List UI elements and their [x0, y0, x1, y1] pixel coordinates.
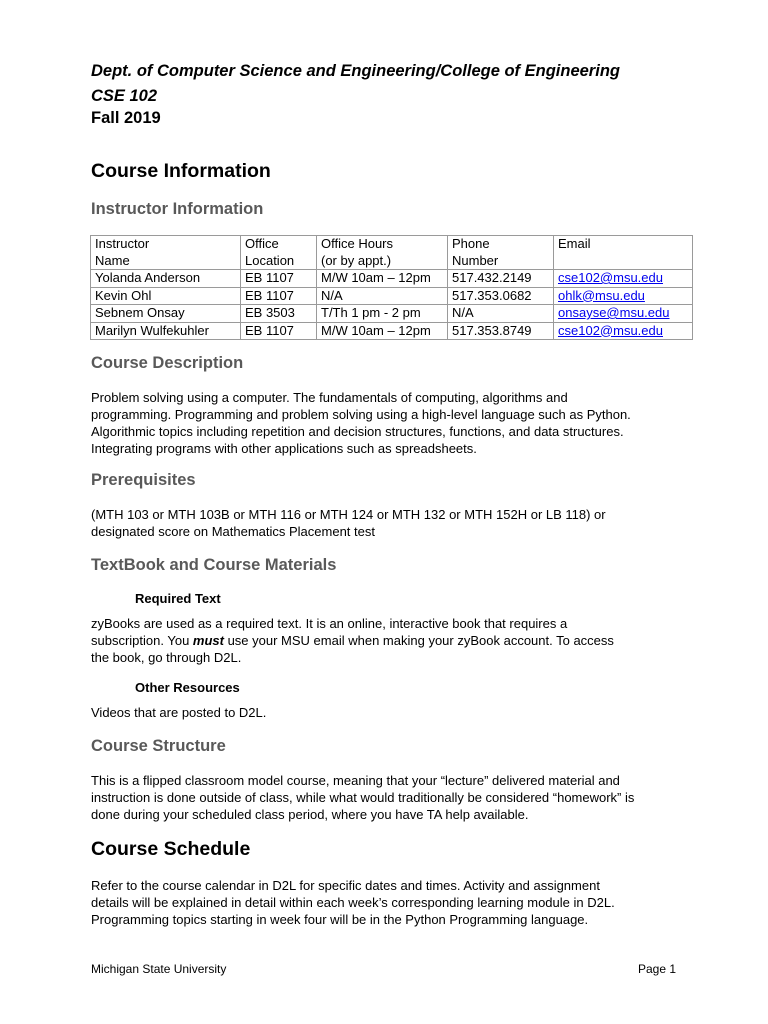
- course-code: CSE 102: [91, 87, 158, 105]
- paragraph-text: use your MSU email when making your zyBook account. To access: [223, 633, 614, 648]
- paragraph-line: Problem solving using a computer. The fundamentals of computing, algorithms and: [91, 390, 568, 405]
- column-header-line: Office: [245, 236, 279, 251]
- instructor-name: Sebnem Onsay: [91, 305, 241, 323]
- course-description-text: [91, 389, 681, 457]
- paragraph-line: [91, 632, 681, 649]
- email-cell: [554, 322, 693, 340]
- instructor-information-heading: Instructor Information: [91, 200, 264, 218]
- column-header-line: Instructor: [95, 236, 150, 251]
- office-location: EB 1107: [241, 322, 317, 340]
- emphasis-must: must: [192, 633, 224, 648]
- email-cell: [554, 270, 693, 288]
- table-row: [91, 322, 693, 340]
- department-title: Dept. of Computer Science and Engineering/College of Engineering: [91, 62, 620, 80]
- course-structure-heading: Course Structure: [91, 737, 226, 755]
- email-link[interactable]: cse102@msu.edu: [558, 270, 663, 285]
- office-location: EB 3503: [241, 305, 317, 323]
- prerequisites-text: [91, 506, 681, 540]
- paragraph-line: designated score on Mathematics Placement test: [91, 524, 375, 539]
- office-hours: N/A: [317, 287, 448, 305]
- paragraph-line: Integrating programs with other applications such as spreadsheets.: [91, 441, 477, 456]
- column-header-line: Office Hours: [321, 236, 394, 251]
- other-resources-text: Videos that are posted to D2L.: [91, 705, 267, 720]
- required-text-paragraph: [91, 615, 681, 666]
- paragraph-line: Refer to the course calendar in D2L for specific dates and times. Activity and assignment: [91, 878, 600, 893]
- table-row: [91, 305, 693, 323]
- footer-page-number: Page 1: [638, 962, 677, 976]
- column-header-phone: [448, 236, 554, 270]
- column-header-instructor: [91, 236, 241, 270]
- email-link[interactable]: ohlk@msu.edu: [558, 287, 645, 303]
- email-cell: [554, 287, 693, 305]
- paragraph-line: instruction is done outside of class, while what would traditionally be considered “homework” is: [91, 790, 635, 805]
- column-header-line: Number: [452, 252, 499, 268]
- instructor-table: [90, 235, 693, 340]
- column-header-office-hours: [317, 236, 448, 270]
- course-description-heading: Course Description: [91, 354, 244, 372]
- email-cell: [554, 305, 693, 323]
- table-row: [91, 270, 693, 288]
- course-structure-text: [91, 772, 681, 823]
- footer-university: Michigan State University: [91, 962, 227, 976]
- required-text-heading: Required Text: [135, 591, 221, 606]
- table-header-row: [91, 236, 693, 270]
- paragraph-line: programming. Programming and problem solving using a high-level language such as Python.: [91, 407, 631, 422]
- other-resources-heading: Other Resources: [135, 680, 240, 695]
- paragraph-text: subscription. You: [91, 633, 193, 648]
- table-row: [91, 287, 693, 305]
- office-hours: T/Th 1 pm - 2 pm: [317, 305, 448, 323]
- phone-number: 517.353.8749: [448, 322, 554, 340]
- paragraph-line: done during your scheduled class period, where you have TA help available.: [91, 807, 529, 822]
- column-header-line: Name: [95, 252, 130, 268]
- paragraph-line: Programming topics starting in week four will be in the Python Programming language.: [91, 912, 589, 927]
- phone-number: 517.432.2149: [448, 270, 554, 288]
- course-schedule-heading: Course Schedule: [91, 838, 251, 860]
- paragraph-line: the book, go through D2L.: [91, 650, 242, 665]
- column-header-email: [554, 236, 693, 270]
- column-header-line: Location: [245, 252, 295, 268]
- course-schedule-text: [91, 877, 681, 928]
- column-header-line: (or by appt.): [321, 252, 392, 268]
- email-link[interactable]: onsayse@msu.edu: [558, 305, 670, 320]
- paragraph-line: This is a flipped classroom model course, meaning that your “lecture” delivered material and: [91, 773, 620, 788]
- office-hours: M/W 10am – 12pm: [317, 270, 448, 288]
- phone-number: 517.353.0682: [448, 287, 554, 305]
- instructor-name: Marilyn Wulfekuhler: [91, 322, 241, 340]
- column-header-office: [241, 236, 317, 270]
- prerequisites-heading: Prerequisites: [91, 471, 196, 489]
- column-header-line: Phone: [452, 236, 490, 251]
- office-location: EB 1107: [241, 270, 317, 288]
- column-header-line: Email: [558, 236, 591, 251]
- office-location: EB 1107: [241, 287, 317, 305]
- paragraph-line: (MTH 103 or MTH 103B or MTH 116 or MTH 124 or MTH 132 or MTH 152H or LB 118) or: [91, 507, 606, 522]
- office-hours: M/W 10am – 12pm: [317, 322, 448, 340]
- course-information-heading: Course Information: [91, 160, 271, 182]
- textbook-heading: TextBook and Course Materials: [91, 556, 337, 574]
- course-term: Fall 2019: [91, 109, 161, 127]
- instructor-name: Kevin Ohl: [91, 287, 241, 305]
- email-link[interactable]: cse102@msu.edu: [558, 322, 663, 338]
- phone-number: N/A: [448, 305, 554, 323]
- paragraph-line: Algorithmic topics including repetition and decision structures, functions, and data structures.: [91, 424, 624, 439]
- paragraph-line: zyBooks are used as a required text. It is an online, interactive book that requires a: [91, 616, 568, 631]
- paragraph-line: details will be explained in detail within each week’s corresponding learning module in D2L.: [91, 895, 615, 910]
- instructor-name: Yolanda Anderson: [91, 270, 241, 288]
